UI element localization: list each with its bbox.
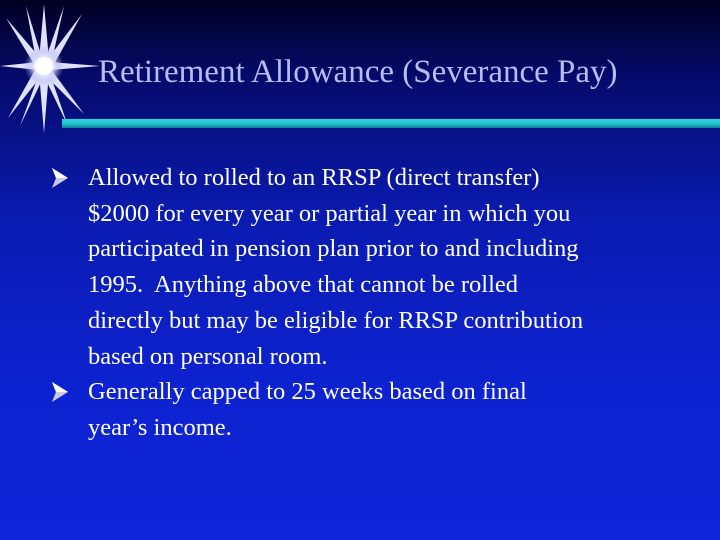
bullet-line: $2000 for every year or partial year in which you (88, 199, 571, 227)
bullet-text (88, 160, 688, 374)
bullet-text (88, 374, 688, 445)
title-underline-rule (62, 119, 720, 128)
bullet-line: year’s income. (88, 413, 232, 441)
arrowhead-bullet-icon (52, 382, 68, 402)
bullet-line: 1995. Anything above that cannot be rolled (88, 271, 519, 299)
bullet-line: Allowed to rolled to an RRSP (direct transfer) (88, 164, 540, 191)
bullet-line: Generally capped to 25 weeks based on final (88, 378, 527, 405)
bullet-line: directly but may be eligible for RRSP contribution (88, 306, 584, 334)
bullet-line: participated in pension plan prior to and including (88, 235, 579, 263)
bullet-line: based on personal room. (88, 342, 328, 370)
starburst-icon (0, 0, 108, 135)
arrowhead-bullet-icon (52, 168, 68, 188)
slide-title: Retirement Allowance (Severance Pay) (98, 54, 618, 90)
